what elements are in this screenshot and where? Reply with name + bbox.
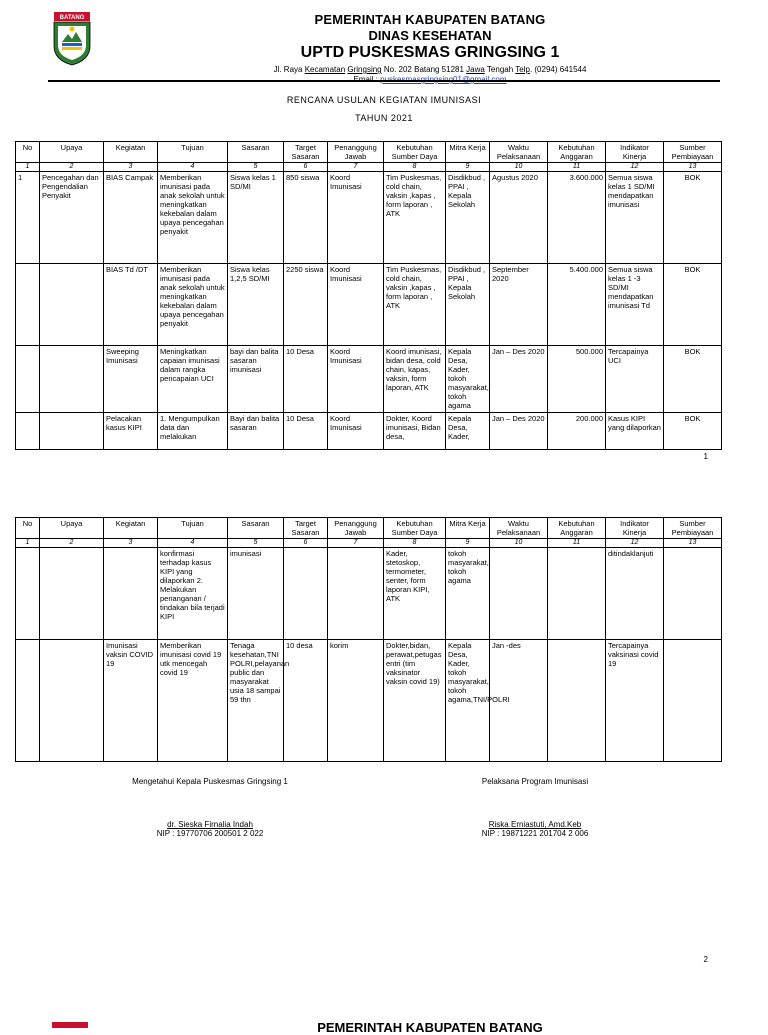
cell-indikator: Kasus KIPI yang dilaporkan	[606, 413, 664, 450]
cell-waktu: Agustus 2020	[490, 172, 548, 264]
column-header: Mitra Kerja	[446, 518, 490, 539]
column-header: Sumber Pembiayaan	[664, 142, 722, 163]
cell-no	[16, 264, 40, 346]
next-page-letterhead	[0, 1016, 768, 1035]
cell-target: 10 Desa	[284, 413, 328, 450]
column-number: 11	[548, 539, 606, 548]
cell-upaya	[40, 548, 104, 640]
cell-upaya	[40, 264, 104, 346]
cell-waktu: September 2020	[490, 264, 548, 346]
cell-indikator: Tercapainya vaksinasi covid 19	[606, 640, 664, 762]
column-header: Kebutuhan Anggaran	[548, 518, 606, 539]
column-header: Kebutuhan Anggaran	[548, 142, 606, 163]
column-number: 12	[606, 163, 664, 172]
cell-sasaran: bayi dan balita sasaran imunisasi	[228, 346, 284, 413]
column-header: Tujuan	[158, 142, 228, 163]
signer-name: Riska Erniastuti, Amd.Keb	[488, 820, 582, 829]
cell-pembiayaan: BOK	[664, 172, 722, 264]
cell-pembiayaan: BOK	[664, 346, 722, 413]
department-name: DINAS KESEHATAN	[368, 28, 492, 43]
government-name: PEMERINTAH KABUPATEN BATANG	[314, 12, 546, 27]
column-number: 13	[664, 163, 722, 172]
column-header: Sumber Pembiayaan	[664, 518, 722, 539]
cell-pembiayaan: BOK	[664, 413, 722, 450]
cell-anggaran: 500.000	[548, 346, 606, 413]
cell-indikator: Semua siswa kelas 1 SD/MI mendapatkan imunisasi	[606, 172, 664, 264]
letterhead-divider	[48, 80, 720, 82]
letterhead	[0, 0, 768, 84]
document-year: TAHUN 2021	[355, 113, 413, 123]
cell-anggaran	[548, 548, 606, 640]
column-header: Mitra Kerja	[446, 142, 490, 163]
table-header-row	[16, 518, 722, 539]
cell-anggaran: 200.000	[548, 413, 606, 450]
signer-name: dr. Sieska Firnalia Indah	[167, 820, 253, 829]
batang-crest-logo	[52, 12, 92, 66]
column-number-row	[16, 539, 722, 548]
cell-kegiatan: Pelacakan kasus KIPI	[104, 413, 158, 450]
table-row	[16, 346, 722, 413]
cell-kegiatan: Imunisasi vaksin COVID 19	[104, 640, 158, 762]
cell-sasaran: Bayi dan balita sasaran	[228, 413, 284, 450]
cell-sumber-daya: Kader, stetoskop, termometer, senter, form laporan KIPI, ATK	[384, 548, 446, 640]
signature-right-details	[450, 820, 620, 838]
table-row	[16, 264, 722, 346]
column-number: 6	[284, 163, 328, 172]
column-header: Target Sasaran	[284, 142, 328, 163]
signature-left	[115, 777, 305, 786]
column-header: Kebutuhan Sumber Daya	[384, 142, 446, 163]
logo-text: BATANG	[59, 15, 85, 21]
column-number-row	[16, 163, 722, 172]
cell-sasaran: Tenaga kesehatan,TNI POLRI,pelayanan public dan masyarakat usia 18 sampai 59 thn	[228, 640, 284, 762]
cell-no: 1	[16, 172, 40, 264]
cell-sumber-daya: Dokter,bidan, perawat,petugas entri (tim vaksinator vaksin covid 19)	[384, 640, 446, 762]
cell-tujuan: Meningkatkan capaian imunisasi dalam rangka pencapaian UCI	[158, 346, 228, 413]
column-number: 8	[384, 163, 446, 172]
cell-penanggung-jawab: Koord Imunisasi	[328, 172, 384, 264]
column-number: 4	[158, 163, 228, 172]
cell-penanggung-jawab: Koord Imunisasi	[328, 346, 384, 413]
column-header: Sasaran	[228, 142, 284, 163]
cell-penanggung-jawab	[328, 548, 384, 640]
column-number: 12	[606, 539, 664, 548]
table-row	[16, 640, 722, 762]
column-number: 1	[16, 163, 40, 172]
cell-anggaran	[548, 640, 606, 762]
column-header: No	[16, 518, 40, 539]
page-number: 1	[703, 452, 708, 461]
cell-no	[16, 640, 40, 762]
batang-crest-logo	[52, 1022, 88, 1028]
signer-nip: NIP : 19871221 201704 2 006	[481, 829, 589, 838]
column-number: 6	[284, 539, 328, 548]
column-number: 5	[228, 163, 284, 172]
cell-pembiayaan: BOK	[664, 264, 722, 346]
cell-anggaran: 3.600.000	[548, 172, 606, 264]
cell-waktu: Jan -des	[490, 640, 548, 762]
cell-target: 10 desa	[284, 640, 328, 762]
cell-tujuan: Memberikan imunisasi pada anak sekolah untuk meningkatkan kekebalan dalam upaya pencegahan penyakit	[158, 264, 228, 346]
column-number: 11	[548, 163, 606, 172]
cell-tujuan: Memberikan imunisasi covid 19 utk mencegah covid 19	[158, 640, 228, 762]
table-row	[16, 172, 722, 264]
column-header: Sasaran	[228, 518, 284, 539]
column-number: 13	[664, 539, 722, 548]
column-number: 9	[446, 539, 490, 548]
cell-upaya	[40, 640, 104, 762]
document-title: RENCANA USULAN KEGIATAN IMUNISASI	[286, 95, 482, 105]
column-number: 7	[328, 539, 384, 548]
cell-sumber-daya: Dokter, Koord imunisasi, Bidan desa,	[384, 413, 446, 450]
column-number: 3	[104, 163, 158, 172]
cell-penanggung-jawab: Koord Imunisasi	[328, 264, 384, 346]
cell-pembiayaan	[664, 640, 722, 762]
column-header: Tujuan	[158, 518, 228, 539]
table-row	[16, 413, 722, 450]
column-number: 10	[490, 539, 548, 548]
column-header: No	[16, 142, 40, 163]
cell-no	[16, 413, 40, 450]
cell-indikator: ditindaklanjuti	[606, 548, 664, 640]
cell-mitra: Disdikbud , PPAI , Kepala Sekolah	[446, 264, 490, 346]
letterhead-text	[200, 12, 660, 84]
page-number: 2	[703, 955, 708, 964]
cell-tujuan: konfirmasi terhadap kasus KIPI yang dilaporkan 2. Melakukan penanganan / tindakan bila terjadi KIPI	[158, 548, 228, 640]
cell-indikator: Tercapainya UCI	[606, 346, 664, 413]
column-header: Indikator Kinerja	[606, 518, 664, 539]
immunization-plan-table-page1	[15, 141, 722, 450]
column-header: Kegiatan	[104, 142, 158, 163]
column-number: 4	[158, 539, 228, 548]
cell-kegiatan: BIAS Td /DT	[104, 264, 158, 346]
cell-sumber-daya: Tim Puskesmas, cold chain, vaksin ,kapas , form laporan , ATK	[384, 264, 446, 346]
cell-target: 850 siswa	[284, 172, 328, 264]
column-header: Kegiatan	[104, 518, 158, 539]
signature-right	[450, 777, 620, 786]
column-header: Indikator Kinerja	[606, 142, 664, 163]
cell-penanggung-jawab: korim	[328, 640, 384, 762]
column-header: Waktu Pelaksanaan	[490, 142, 548, 163]
column-header: Penanggung Jawab	[328, 142, 384, 163]
cell-mitra: Kepala Desa, Kader,	[446, 413, 490, 450]
column-header: Upaya	[40, 518, 104, 539]
cell-penanggung-jawab: Koord Imunisasi	[328, 413, 384, 450]
cell-no	[16, 346, 40, 413]
column-number: 10	[490, 163, 548, 172]
cell-indikator: Semua siswa kelas 1 -3 SD/MI mendapatkan imunisasi Td	[606, 264, 664, 346]
column-number: 3	[104, 539, 158, 548]
cell-upaya: Pencegahan dan Pengendalian Penyakit	[40, 172, 104, 264]
table-header-row	[16, 142, 722, 163]
column-header: Kebutuhan Sumber Daya	[384, 518, 446, 539]
cell-kegiatan	[104, 548, 158, 640]
cell-pembiayaan	[664, 548, 722, 640]
column-number: 1	[16, 539, 40, 548]
cell-sumber-daya: Koord imunisasi, bidan desa, cold chain, kapas, vaksin, form laporan, ATK	[384, 346, 446, 413]
column-header: Waktu Pelaksanaan	[490, 518, 548, 539]
column-number: 2	[40, 163, 104, 172]
column-number: 5	[228, 539, 284, 548]
cell-target: 2250 siswa	[284, 264, 328, 346]
signer-title: Mengetahui Kepala Puskesmas Gringsing 1	[132, 777, 288, 786]
address-line: Jl. Raya Kecamatan Gringsing No. 202 Batang 51281 Jawa Tengah Telp. (0294) 641544	[273, 65, 587, 74]
immunization-plan-table-page2	[15, 517, 722, 762]
cell-waktu: Jan – Des 2020	[490, 346, 548, 413]
cell-waktu: Jan – Des 2020	[490, 413, 548, 450]
table-row	[16, 548, 722, 640]
cell-sumber-daya: Tim Puskesmas, cold chain, vaksin ,kapas , form laporan , ATK	[384, 172, 446, 264]
column-header: Target Sasaran	[284, 518, 328, 539]
cell-sasaran: Siswa kelas 1,2,5 SD/MI	[228, 264, 284, 346]
cell-sasaran: Siswa kelas 1 SD/MI	[228, 172, 284, 264]
column-number: 7	[328, 163, 384, 172]
cell-mitra: Kepala Desa, Kader, tokoh masyarakat, tokoh agama	[446, 346, 490, 413]
column-number: 2	[40, 539, 104, 548]
cell-target	[284, 548, 328, 640]
cell-kegiatan: BIAS Campak	[104, 172, 158, 264]
cell-mitra: tokoh masyarakat, tokoh agama	[446, 548, 490, 640]
cell-tujuan: Memberikan imunisasi pada anak sekolah untuk meningkatkan kekebalan dalam upaya pencegahan penyakit	[158, 172, 228, 264]
email-line: Email : puskesmasgringsing01@gmail.com	[353, 75, 507, 84]
signer-title: Pelaksana Program Imunisasi	[481, 777, 589, 786]
cell-tujuan: 1. Mengumpulkan data dan melakukan	[158, 413, 228, 450]
cell-kegiatan: Sweeping Imunisasi	[104, 346, 158, 413]
cell-mitra: Disdikbud , PPAI , Kepala Sekolah	[446, 172, 490, 264]
signer-nip: NIP : 19770706 200501 2 022	[156, 829, 264, 838]
cell-target: 10 Desa	[284, 346, 328, 413]
cell-waktu	[490, 548, 548, 640]
column-number: 9	[446, 163, 490, 172]
institution-name: UPTD PUSKESMAS GRINGSING 1	[300, 44, 560, 61]
cell-anggaran: 5.400.000	[548, 264, 606, 346]
column-header: Upaya	[40, 142, 104, 163]
email-link[interactable]: puskesmasgringsing01@gmail.com	[380, 75, 507, 84]
cell-upaya	[40, 413, 104, 450]
cell-sasaran: imunisasi	[228, 548, 284, 640]
cell-no	[16, 548, 40, 640]
column-number: 8	[384, 539, 446, 548]
column-header: Penanggung Jawab	[328, 518, 384, 539]
cell-upaya	[40, 346, 104, 413]
signature-left-details	[115, 820, 305, 838]
cell-mitra: Kepala Desa, Kader, tokoh masyarakat, tokoh agama,TNI/POLRI	[446, 640, 490, 762]
government-name: PEMERINTAH KABUPATEN BATANG	[317, 1020, 543, 1035]
